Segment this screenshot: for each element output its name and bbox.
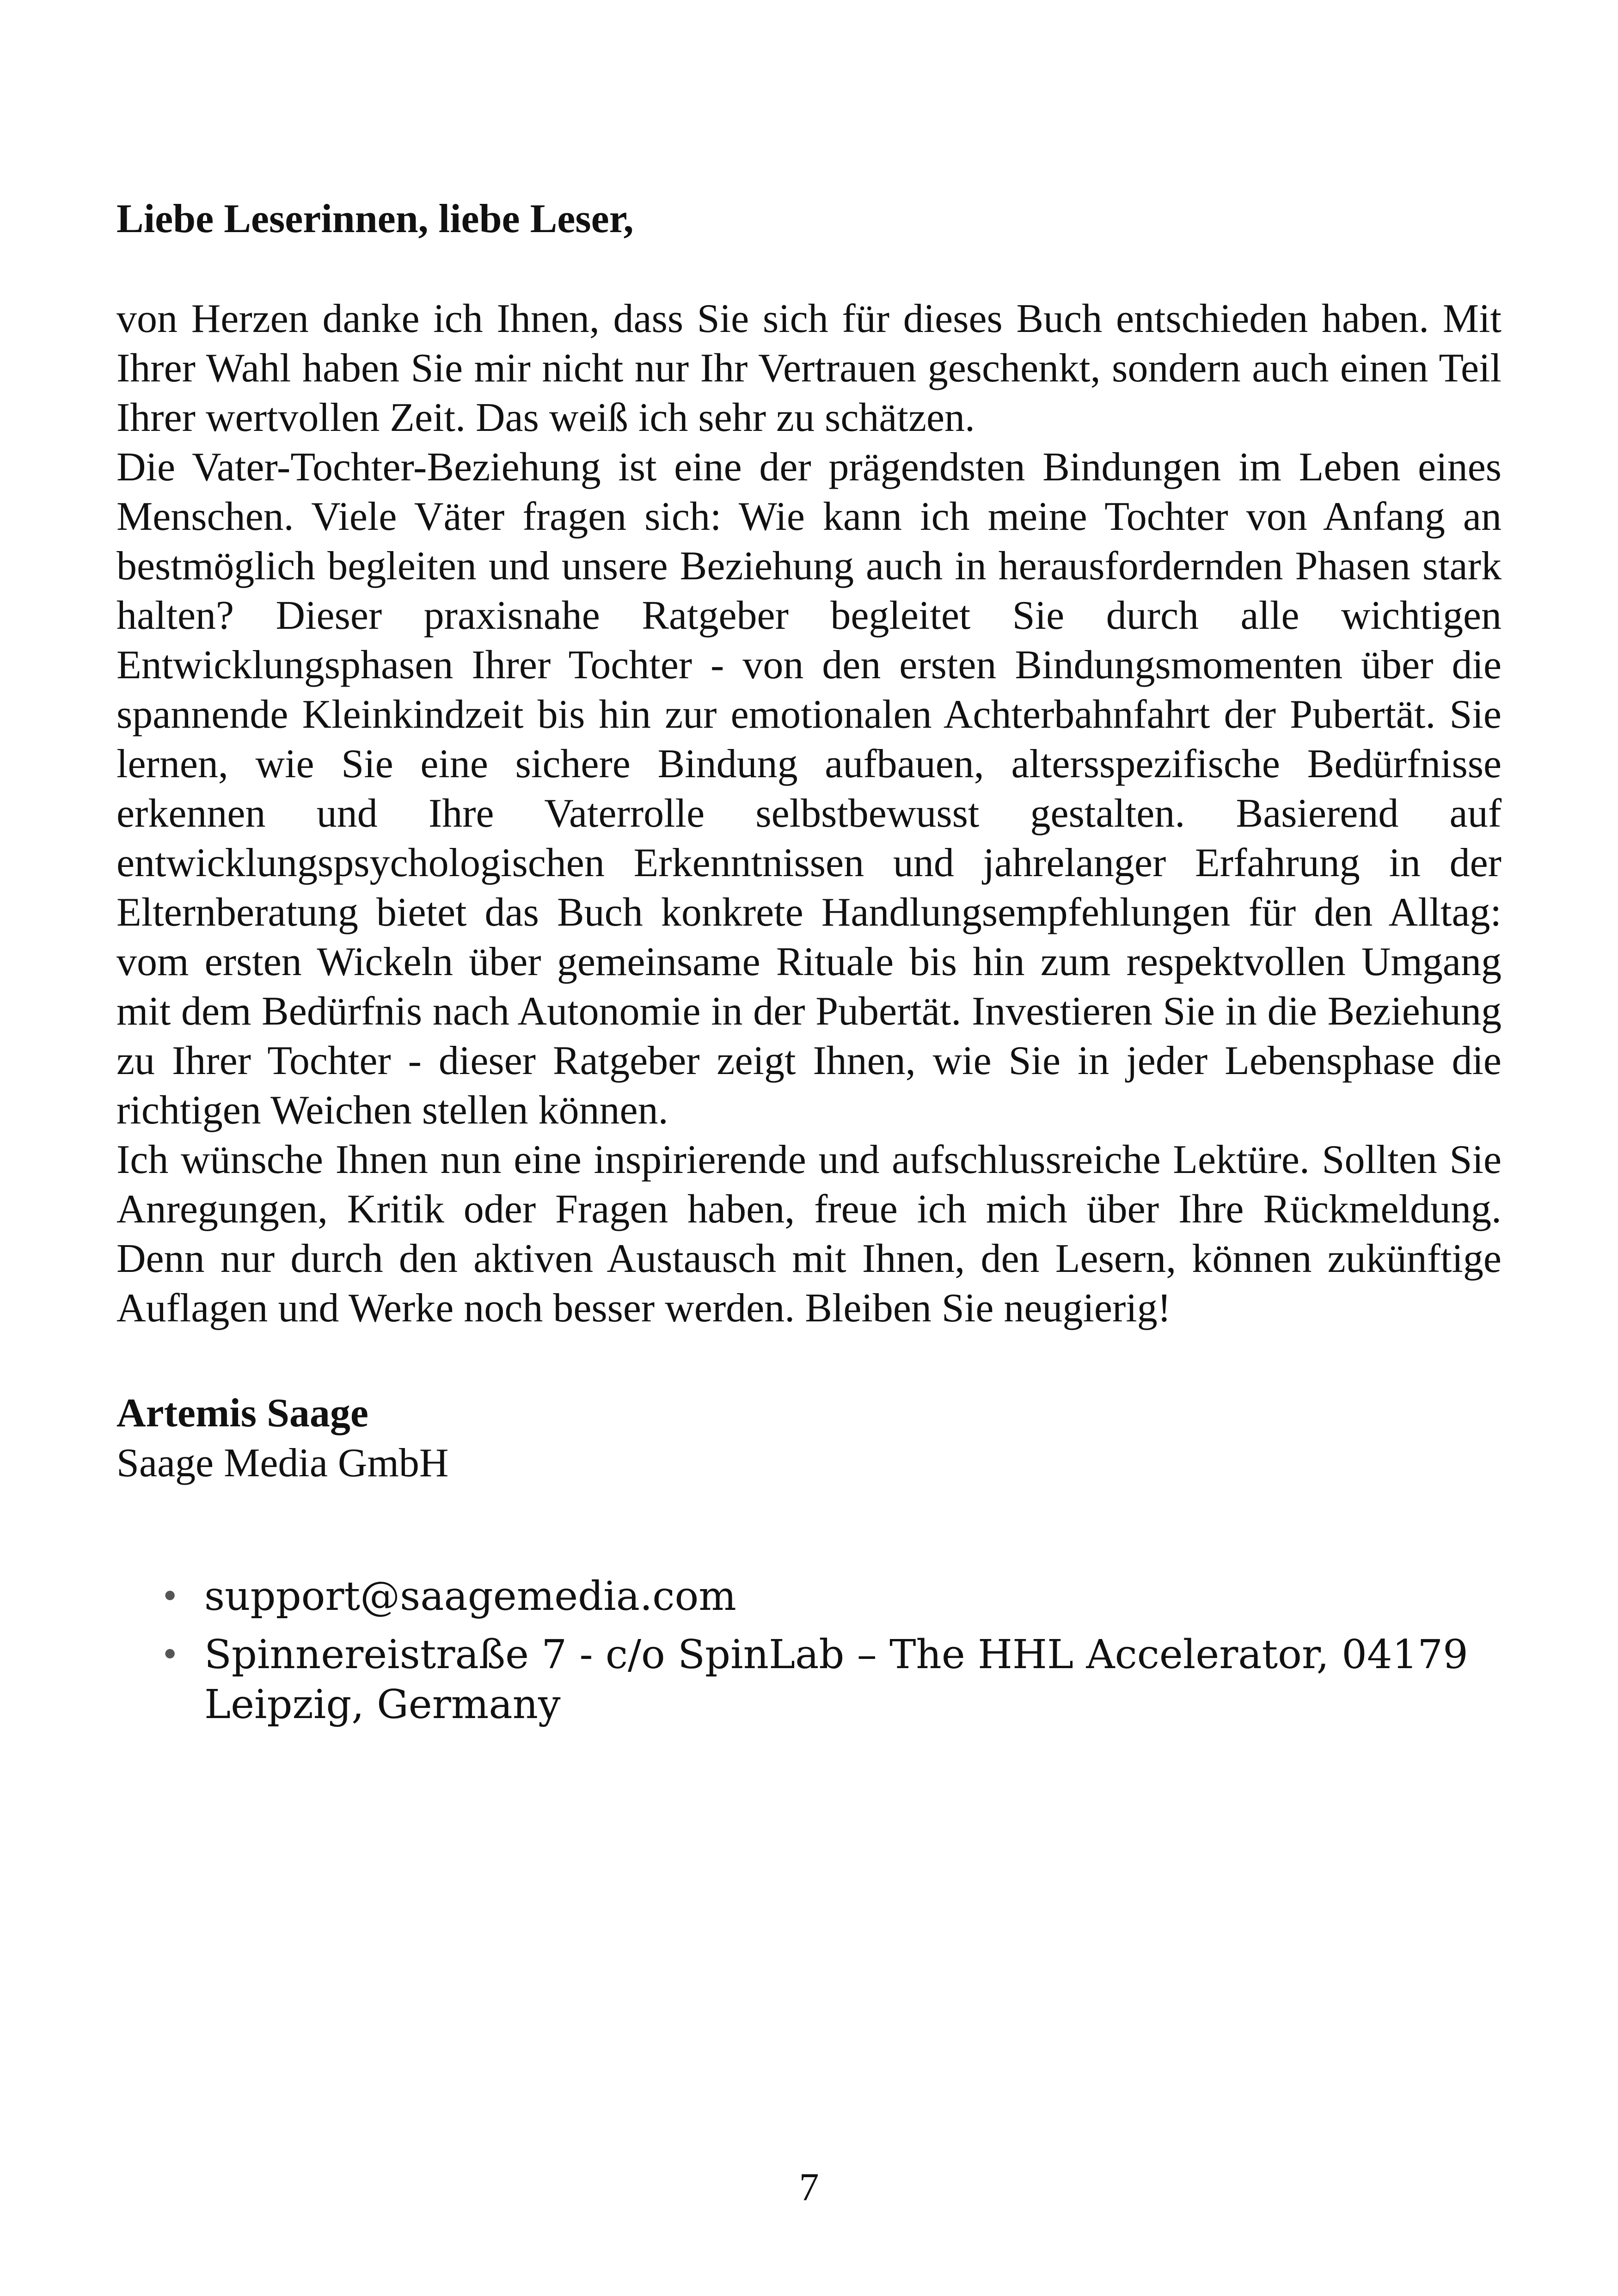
contact-address-item [116,1630,1502,1730]
bullet-icon: • [160,1578,180,1615]
address-text: Spinnereistraße 7 - c/o SpinLab – The HHL Accelerator, 04179 Leipzig, Germany [204,1632,1468,1728]
letter-content [116,194,1502,1769]
paragraph-closing: Ich wünsche Ihnen nun eine inspirierende und aufschlussreiche Lektüre. Sollten Sie Anregungen, Kritik oder Fragen haben, freue ich mich über Ihre Rückmeldung. Denn nur durch den aktiven Austausch mit Ihnen, den Lesern, können zukünftige Auflagen und Werke noch besser werden. Bleiben Sie neugierig! [116,1137,1502,1331]
bullet-icon: • [160,1636,180,1674]
company-name: Saage Media GmbH [116,1441,449,1486]
letter-body [116,294,1502,1333]
paragraph-thanks: von Herzen danke ich Ihnen, dass Sie sich für dieses Buch entschieden haben. Mit Ihrer Wahl haben Sie mir nicht nur Ihr Vertrauen geschenkt, sondern auch einen Teil Ihrer wertvollen Zeit. Das weiß ich sehr zu schätzen. [116,296,1502,440]
salutation-heading: Liebe Leserinnen, liebe Leser, [116,196,634,241]
email-link[interactable]: support@saagemedia.com [204,1573,736,1620]
paragraph-book-description: Die Vater-Tochter-Beziehung ist eine der prägendsten Bindungen im Leben eines Menschen. Viele Väter fragen sich: Wie kann ich meine Tochter von Anfang an bestmöglich begleiten und unsere Beziehung auch in herausfordernden Phasen stark halten? Dieser praxisnahe Ratgeber begleitet Sie durch alle wichtigen Entwicklungsphasen Ihrer Tochter - von den ersten Bindungsmomenten über die spannende Kleinkindzeit bis hin zur emotionalen Achterbahnfahrt der Pubertät. Sie lernen, wie Sie eine sichere Bindung aufbauen, altersspezifische Bedürfnisse erkennen und Ihre Vaterrolle selbstbewusst gestalten. Basierend auf entwicklungspsychologischen Erkenntnissen und jahrelanger Erfahrung in der Elternberatung bietet das Buch konkrete Handlungsempfehlungen für den Alltag: vom ersten Wickeln über gemeinsame Rituale bis hin zum respektvollen Umgang mit dem Bedürfnis nach Autonomie in der Pubertät. Investieren Sie in die Beziehung zu Ihrer Tochter - dieser Ratgeber zeigt Ihnen, wie Sie in jeder Lebensphase die richtigen Weichen stellen können. [116,445,1502,1133]
contact-list [116,1572,1502,1730]
author-name: Artemis Saage [116,1391,368,1436]
contact-email-item [116,1572,1502,1621]
signature-block [116,1388,1502,1488]
page-number: 7 [799,2165,819,2209]
